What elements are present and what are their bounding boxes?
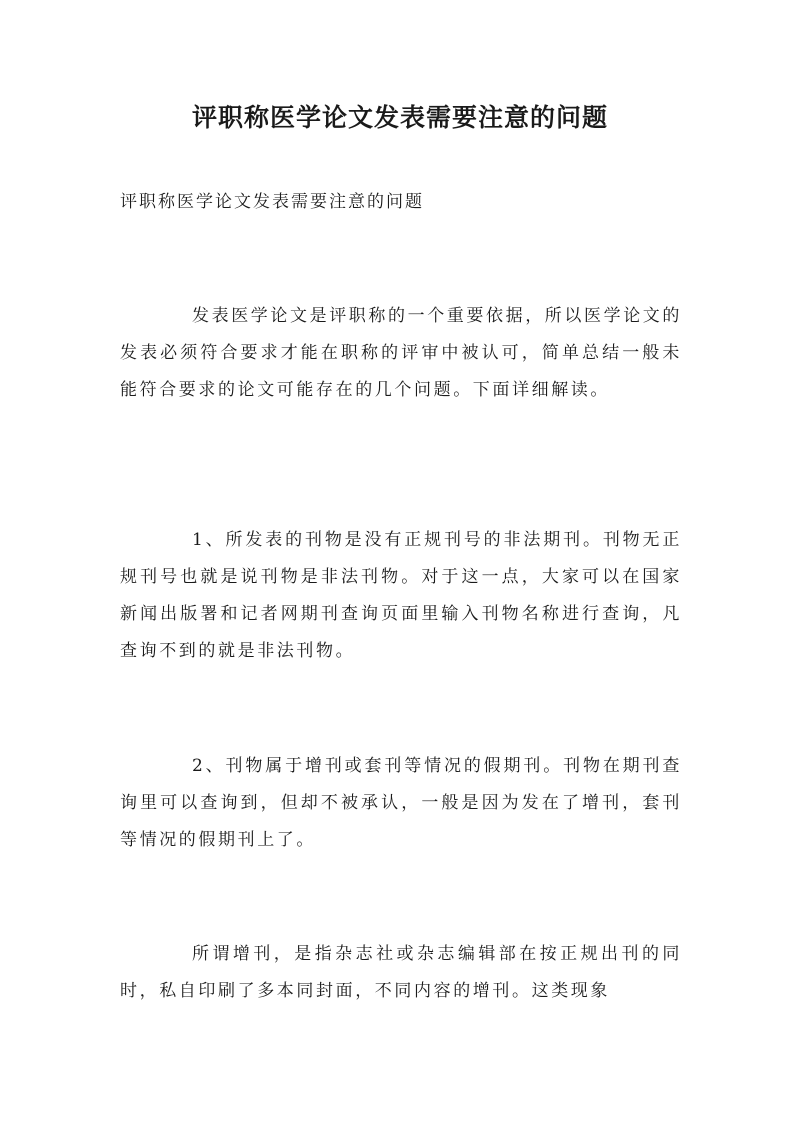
paragraph-intro: 发表医学论文是评职称的一个重要依据，所以医学论文的发表必须符合要求才能在职称的评审中被认可，简单总结一般未能符合要求的论文可能存在的几个问题。下面详细解读。 — [120, 306, 682, 400]
document-subtitle: 评职称医学论文发表需要注意的问题 — [120, 192, 424, 212]
paragraph-point-2: 2、刊物属于增刊或套刊等情况的假期刊。刊物在期刊查询里可以查询到，但却不被承认，一般是因为发在了增刊，套刊等情况的假期刊上了。 — [120, 756, 682, 850]
document-title: 评职称医学论文发表需要注意的问题 — [191, 103, 608, 132]
paragraph-point-1: 1、所发表的刊物是没有正规刊号的非法期刊。刊物无正规刊号也就是说刊物是非法刊物。对于这一点，大家可以在国家新闻出版署和记者网期刊查询页面里输入刊物名称进行查询，凡查询不到的就是非法刊物。 — [120, 530, 682, 661]
paragraph-supplement: 所谓增刊，是指杂志社或杂志编辑部在按正规出刊的同时，私自印刷了多本同封面，不同内容的增刊。这类现象 — [120, 944, 682, 1001]
